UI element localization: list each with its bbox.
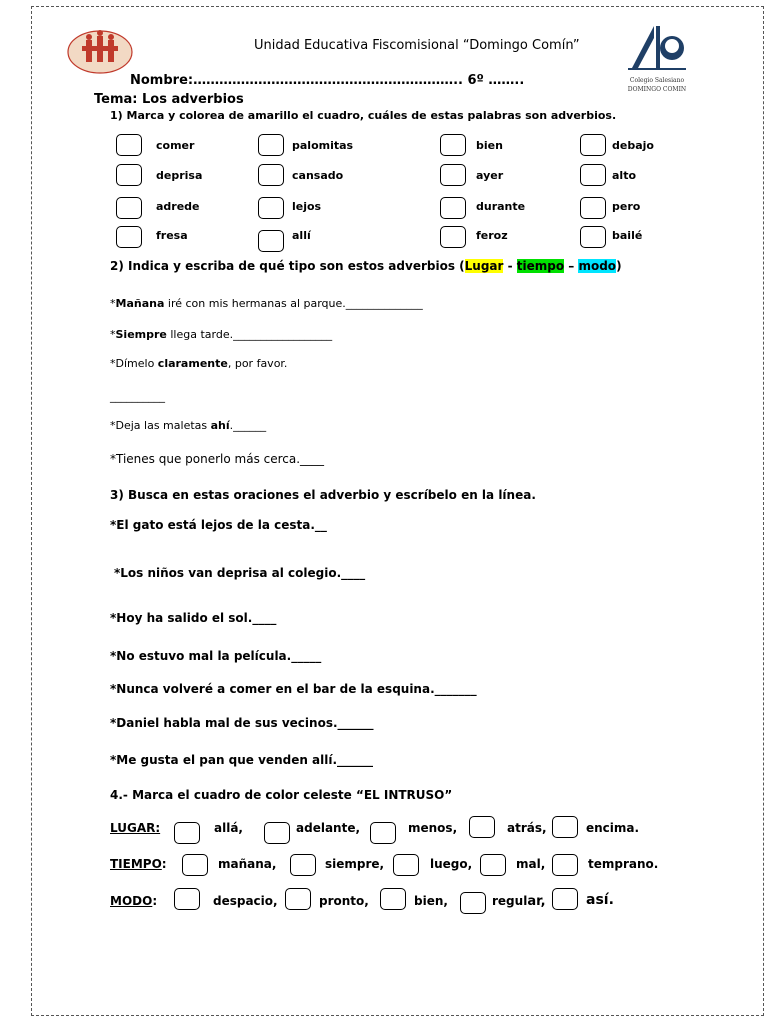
- section3-sentence: *Nunca volveré a comer en el bar de la esquina._______: [110, 682, 477, 696]
- tiempo-word: temprano.: [588, 857, 659, 871]
- word-checkbox[interactable]: [258, 230, 284, 252]
- tiempo-label: TIEMPO:: [110, 857, 167, 871]
- word-checkbox[interactable]: [116, 226, 142, 248]
- word-checkbox[interactable]: [440, 197, 466, 219]
- tiempo-highlight: tiempo: [516, 259, 565, 273]
- intruso-checkbox[interactable]: [552, 888, 578, 910]
- word-checkbox[interactable]: [258, 134, 284, 156]
- word-label: fresa: [156, 229, 188, 242]
- intruso-checkbox[interactable]: [370, 822, 396, 844]
- word-label: cansado: [292, 169, 344, 182]
- word-checkbox[interactable]: [580, 226, 606, 248]
- lugar-word: atrás,: [507, 821, 547, 835]
- modo-word: despacio,: [213, 894, 278, 908]
- intruso-checkbox[interactable]: [393, 854, 419, 876]
- section3-sentence: *Hoy ha salido el sol.____: [110, 611, 277, 625]
- word-label: palomitas: [292, 139, 354, 152]
- salesian-community-logo: [66, 28, 134, 74]
- intruso-checkbox[interactable]: [182, 854, 208, 876]
- intruso-checkbox[interactable]: [290, 854, 316, 876]
- word-label: adrede: [156, 200, 200, 213]
- word-checkbox[interactable]: [258, 164, 284, 186]
- word-label: ayer: [476, 169, 504, 182]
- right-logo-line2: DOMINGO COMIN: [627, 86, 687, 93]
- intruso-checkbox[interactable]: [480, 854, 506, 876]
- section3-instruction: 3) Busca en estas oraciones el adverbio y escríbelo en la línea.: [110, 488, 536, 502]
- colegio-salesiano-logo: [624, 22, 690, 98]
- word-checkbox[interactable]: [580, 197, 606, 219]
- word-checkbox[interactable]: [116, 197, 142, 219]
- modo-highlight: modo: [578, 259, 617, 273]
- word-checkbox[interactable]: [258, 197, 284, 219]
- modo-word: pronto,: [319, 894, 369, 908]
- modo-word: bien,: [414, 894, 448, 908]
- lugar-word: allá,: [214, 821, 243, 835]
- word-label: debajo: [612, 139, 654, 152]
- section2-sentence: *Mañana iré con mis hermanas al parque.______________: [110, 297, 423, 310]
- word-label: alto: [612, 169, 637, 182]
- word-checkbox[interactable]: [440, 134, 466, 156]
- word-label: deprisa: [156, 169, 203, 182]
- word-checkbox[interactable]: [440, 164, 466, 186]
- right-logo-line1: Colegio Salesiano: [629, 77, 685, 84]
- modo-word: regular,: [492, 894, 546, 909]
- tiempo-word: mañana,: [218, 857, 277, 871]
- section2-instruction: 2) Indica y escriba de qué tipo son estos adverbios (Lugar - tiempo – modo): [110, 259, 622, 273]
- section1-instruction: 1) Marca y colorea de amarillo el cuadro, cuáles de estas palabras son adverbios.: [110, 109, 617, 122]
- modo-word: así.: [586, 892, 614, 908]
- intruso-checkbox[interactable]: [552, 816, 578, 838]
- modo-label: MODO:: [110, 894, 158, 908]
- word-label: allí: [292, 229, 311, 242]
- word-label: bien: [476, 139, 503, 152]
- tiempo-word: mal,: [516, 857, 546, 871]
- name-line: Nombre:…………………………………………………….. 6º ……..: [130, 73, 525, 88]
- lugar-highlight: Lugar: [464, 259, 504, 273]
- tiempo-word: luego,: [430, 857, 473, 871]
- lugar-word: menos,: [408, 821, 458, 835]
- section3-sentence: *Me gusta el pan que venden allí.______: [110, 753, 374, 767]
- answer-line[interactable]: __________: [110, 390, 165, 403]
- word-checkbox[interactable]: [116, 164, 142, 186]
- word-label: durante: [476, 200, 526, 213]
- word-checkbox[interactable]: [116, 134, 142, 156]
- section3-sentence: *Los niños van deprisa al colegio.____: [114, 566, 366, 580]
- lugar-word: encima.: [586, 821, 640, 835]
- intruso-checkbox[interactable]: [174, 822, 200, 844]
- intruso-checkbox[interactable]: [460, 892, 486, 914]
- intruso-checkbox[interactable]: [469, 816, 495, 838]
- intruso-checkbox[interactable]: [174, 888, 200, 910]
- word-checkbox[interactable]: [580, 164, 606, 186]
- lugar-word: adelante,: [296, 821, 361, 835]
- word-label: lejos: [292, 200, 322, 213]
- word-checkbox[interactable]: [440, 226, 466, 248]
- section3-sentence: *No estuvo mal la película._____: [110, 649, 322, 663]
- word-label: comer: [156, 139, 195, 152]
- tiempo-word: siempre,: [325, 857, 385, 871]
- section2-sentence: *Tienes que ponerlo más cerca.____: [110, 452, 325, 466]
- section3-sentence: *Daniel habla mal de sus vecinos.______: [110, 716, 374, 730]
- intruso-checkbox[interactable]: [285, 888, 311, 910]
- school-title: Unidad Educativa Fiscomisional “Domingo Comín”: [254, 38, 580, 53]
- section4-instruction: 4.- Marca el cuadro de color celeste “EL INTRUSO”: [110, 788, 453, 802]
- word-checkbox[interactable]: [580, 134, 606, 156]
- section2-sentence: *Dímelo claramente, por favor.: [110, 357, 288, 370]
- intruso-checkbox[interactable]: [552, 854, 578, 876]
- intruso-checkbox[interactable]: [264, 822, 290, 844]
- section2-sentence: *Deja las maletas ahí.______: [110, 419, 267, 432]
- word-label: feroz: [476, 229, 508, 242]
- word-label: bailé: [612, 229, 643, 242]
- topic-title: Tema: Los adverbios: [94, 92, 244, 107]
- section3-sentence: *El gato está lejos de la cesta.__: [110, 518, 327, 532]
- lugar-label: LUGAR:: [110, 821, 161, 835]
- word-label: pero: [612, 200, 641, 213]
- intruso-checkbox[interactable]: [380, 888, 406, 910]
- section2-sentence: *Siempre llega tarde.__________________: [110, 328, 333, 341]
